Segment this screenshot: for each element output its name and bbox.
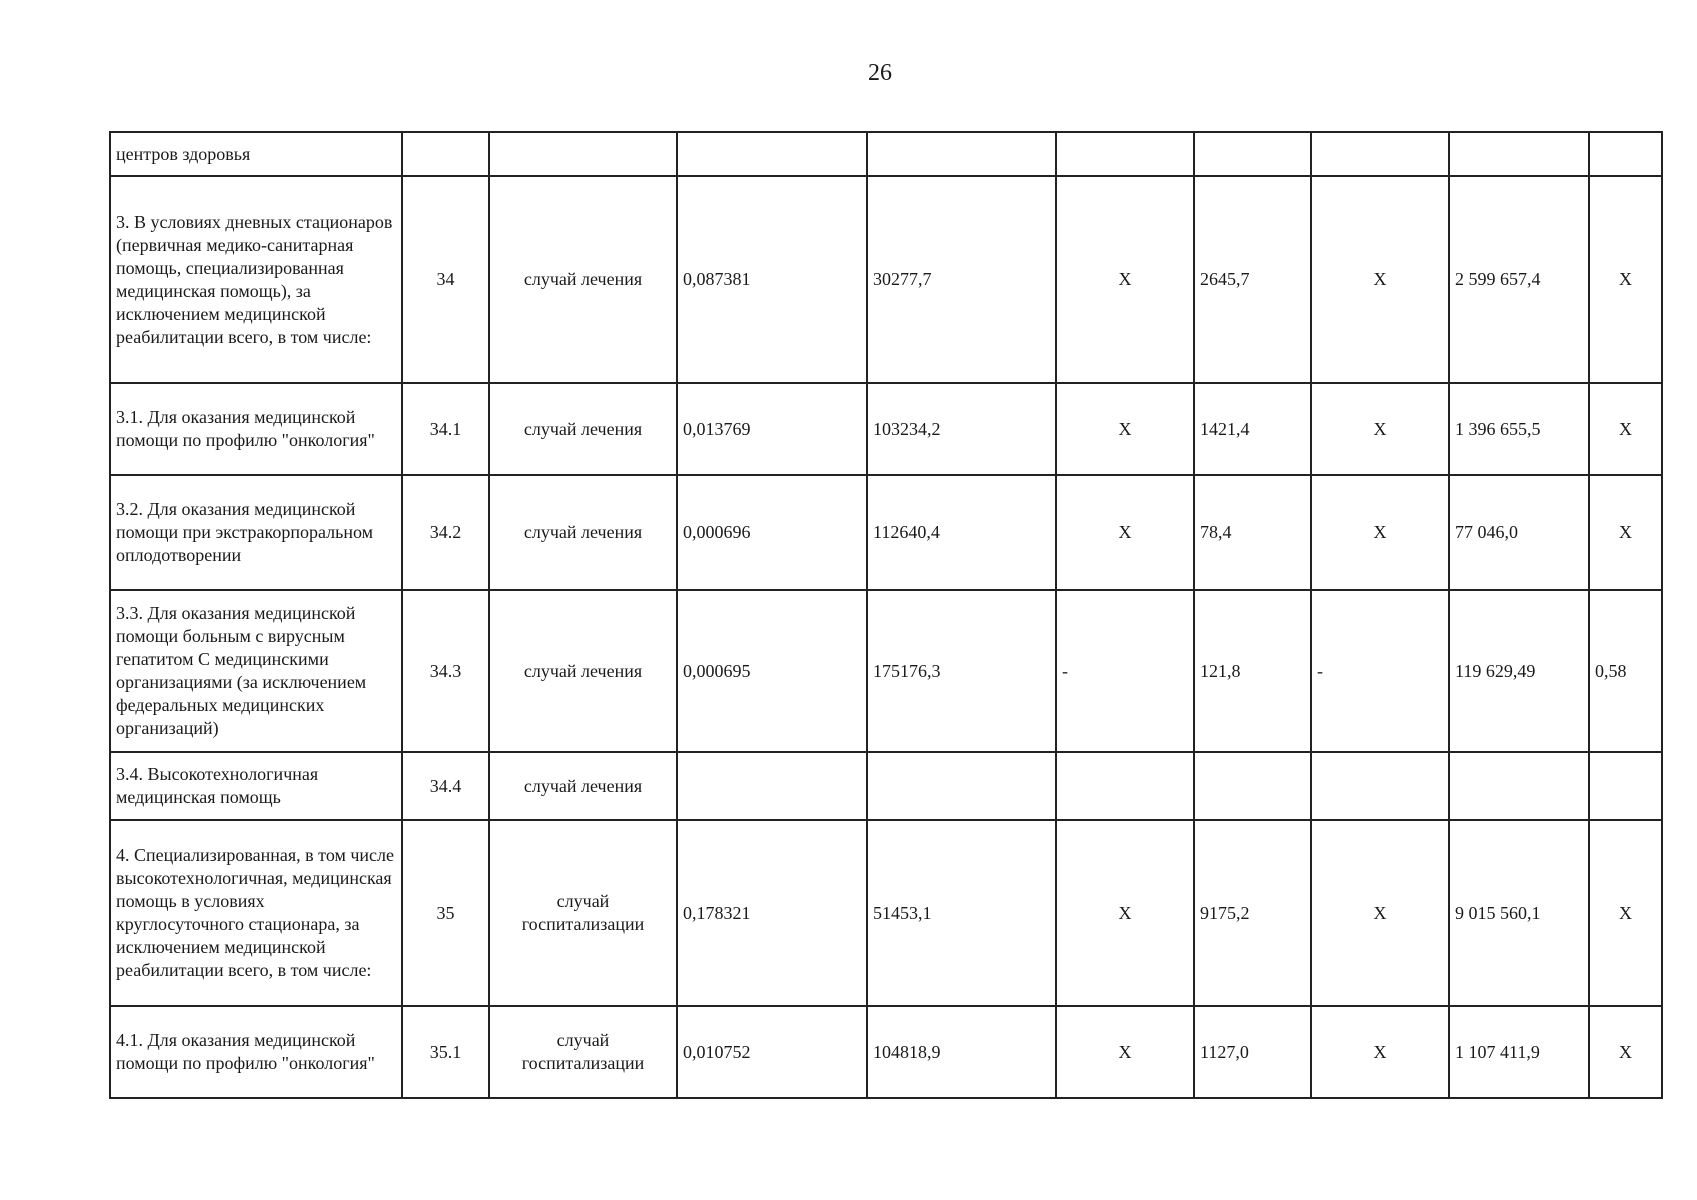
cell-value: 1 107 411,9 [1449,1006,1589,1098]
cell-value: X [1056,820,1194,1006]
cell-value: 175176,3 [867,590,1056,752]
cell-value: X [1056,383,1194,475]
cell-value: 1421,4 [1194,383,1311,475]
cell-value: 1 396 655,5 [1449,383,1589,475]
cell-value: 0,000695 [677,590,867,752]
cell-unit: случай лечения [489,590,677,752]
cell-value [1449,132,1589,176]
cell-unit: случай госпитализации [489,1006,677,1098]
cell-value [1194,752,1311,820]
cell-value [1449,752,1589,820]
cell-value: 2645,7 [1194,176,1311,383]
cell-code: 35.1 [402,1006,489,1098]
cell-value: X [1056,475,1194,590]
page-number: 26 [868,60,892,86]
cell-value: - [1311,590,1449,752]
cell-value [1056,132,1194,176]
cell-name: 3. В условиях дневных стационаров (первичная медико-санитарная помощь, специализированная медицинская помощь), за исключением медицинской реабилитации всего, в том числе: [110,176,402,383]
cell-value: 103234,2 [867,383,1056,475]
cell-value [1056,752,1194,820]
cell-value [867,752,1056,820]
cell-unit: случай лечения [489,475,677,590]
cell-value: 121,8 [1194,590,1311,752]
cell-unit: случай госпитализации [489,820,677,1006]
cell-value: 104818,9 [867,1006,1056,1098]
cell-value: 9175,2 [1194,820,1311,1006]
cell-value: 0,000696 [677,475,867,590]
cell-value: 51453,1 [867,820,1056,1006]
table-row [110,176,1662,383]
cell-value [1589,752,1662,820]
cell-name: 4. Специализированная, в том числе высокотехнологичная, медицинская помощь в условиях круглосуточного стационара, за исключением медицинской реабилитации всего, в том числе: [110,820,402,1006]
cell-value: X [1589,176,1662,383]
cell-value [677,132,867,176]
cell-code: 34.4 [402,752,489,820]
cell-unit: случай лечения [489,176,677,383]
cell-code: 34.1 [402,383,489,475]
cell-code: 34.3 [402,590,489,752]
cell-name: 4.1. Для оказания медицинской помощи по профилю "онкология" [110,1006,402,1098]
table-row [110,820,1662,1006]
cell-value: 77 046,0 [1449,475,1589,590]
cell-value: X [1311,820,1449,1006]
cell-value: X [1311,1006,1449,1098]
cell-code: 34 [402,176,489,383]
cell-value: X [1311,383,1449,475]
cell-value: X [1311,176,1449,383]
cell-code [402,132,489,176]
financing-table [109,131,1663,1099]
cell-value: X [1589,475,1662,590]
table-row [110,590,1662,752]
cell-value: X [1056,1006,1194,1098]
cell-value: X [1589,1006,1662,1098]
cell-value: X [1056,176,1194,383]
table-row [110,132,1662,176]
cell-value [1311,132,1449,176]
cell-value: X [1311,475,1449,590]
cell-unit [489,132,677,176]
cell-value: 30277,7 [867,176,1056,383]
cell-value: - [1056,590,1194,752]
cell-value: 2 599 657,4 [1449,176,1589,383]
cell-unit: случай лечения [489,383,677,475]
cell-name: 3.1. Для оказания медицинской помощи по профилю "онкология" [110,383,402,475]
table-row [110,383,1662,475]
cell-code: 34.2 [402,475,489,590]
cell-value: 78,4 [1194,475,1311,590]
cell-name: 3.2. Для оказания медицинской помощи при экстракорпоральном оплодотворении [110,475,402,590]
cell-value: 1127,0 [1194,1006,1311,1098]
cell-value: 0,178321 [677,820,867,1006]
cell-value: 112640,4 [867,475,1056,590]
cell-value: X [1589,820,1662,1006]
cell-value: 0,010752 [677,1006,867,1098]
cell-code: 35 [402,820,489,1006]
cell-value: 119 629,49 [1449,590,1589,752]
cell-value [677,752,867,820]
cell-name: центров здоровья [110,132,402,176]
cell-value [1194,132,1311,176]
cell-value [867,132,1056,176]
cell-value: 0,58 [1589,590,1662,752]
cell-value: 9 015 560,1 [1449,820,1589,1006]
cell-value [1589,132,1662,176]
cell-value [1311,752,1449,820]
cell-value: 0,013769 [677,383,867,475]
cell-name: 3.3. Для оказания медицинской помощи больным с вирусным гепатитом С медицинскими организациями (за исключением федеральных медицинских организаций) [110,590,402,752]
cell-unit: случай лечения [489,752,677,820]
table-row [110,752,1662,820]
cell-value: 0,087381 [677,176,867,383]
cell-value: X [1589,383,1662,475]
table-row [110,1006,1662,1098]
table-row [110,475,1662,590]
cell-name: 3.4. Высокотехнологичная медицинская помощь [110,752,402,820]
